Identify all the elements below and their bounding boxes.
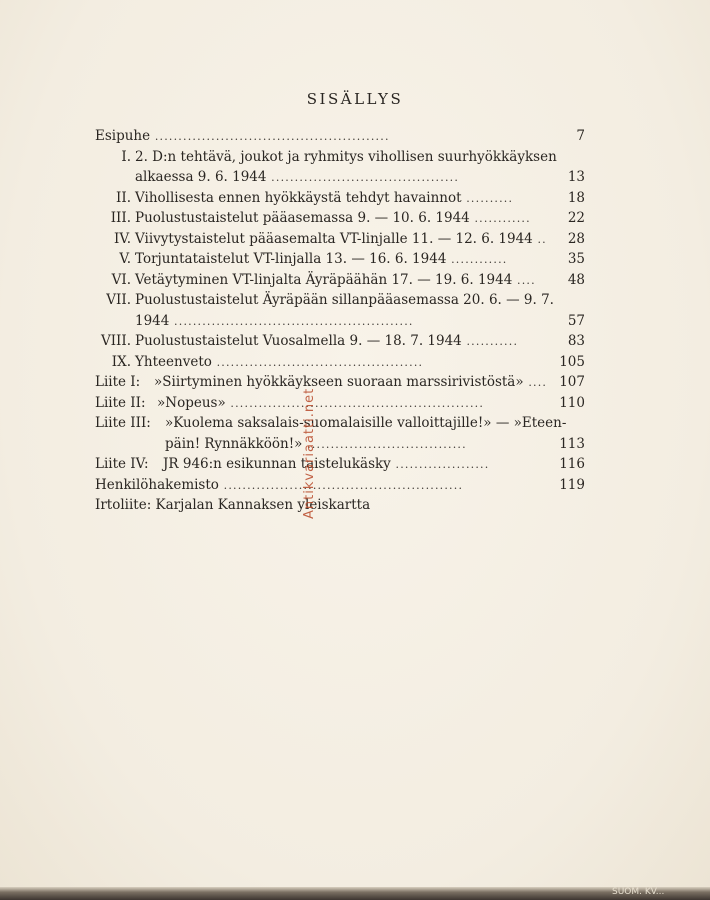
page-number: 35 bbox=[567, 251, 585, 267]
toc-entry-row bbox=[95, 208, 585, 229]
chapter-number: Liite III: bbox=[95, 415, 151, 431]
dot-leader: .................................................. bbox=[150, 130, 390, 143]
page-bottom-edge bbox=[0, 887, 710, 900]
toc-entry-row bbox=[95, 290, 585, 311]
chapter-title: JR 946:n esikunnan taistelukäsky .................... bbox=[163, 456, 490, 472]
page-number: 18 bbox=[567, 189, 585, 206]
chapter-number: I. bbox=[121, 148, 131, 165]
bottom-edge-text: SUOM. KV... bbox=[612, 887, 665, 897]
chapter-number: VI. bbox=[111, 271, 131, 288]
chapter-number: IX. bbox=[111, 353, 131, 370]
dot-leader: ........... bbox=[461, 335, 519, 348]
chapter-title: »Nopeus» ...................................................... bbox=[157, 394, 485, 411]
page-number: 57 bbox=[567, 312, 585, 329]
page-number: 113 bbox=[559, 435, 585, 452]
dot-leader: ................................................... bbox=[169, 314, 414, 328]
toc-entry-row bbox=[95, 188, 585, 209]
dot-leader: ............ bbox=[469, 212, 531, 225]
page-number: 83 bbox=[567, 333, 585, 349]
toc-entry-row bbox=[95, 331, 585, 352]
toc-entry-row bbox=[95, 126, 585, 147]
toc-entry-row bbox=[95, 167, 585, 188]
dot-leader: ........................................ bbox=[266, 171, 460, 184]
page-number: 28 bbox=[567, 230, 585, 247]
page-number: 116 bbox=[559, 456, 585, 472]
page-number: 13 bbox=[567, 169, 585, 185]
chapter-title: Esipuhe .................................................. bbox=[95, 128, 390, 144]
chapter-title: päin! Rynnäkköön!» .................................. bbox=[165, 435, 467, 452]
toc-entry-row bbox=[95, 413, 585, 434]
toc-entry-row bbox=[95, 352, 585, 373]
dot-leader: ................................................... bbox=[218, 478, 464, 492]
toc-entry-row bbox=[95, 311, 585, 332]
chapter-number: VIII. bbox=[100, 333, 131, 349]
chapter-title: Torjuntataistelut VT-linjalla 13. — 16. 6. 1944 ............ bbox=[135, 251, 508, 267]
toc-entry-row bbox=[95, 434, 585, 455]
chapter-title: 1944 ................................................... bbox=[135, 312, 414, 329]
chapter-number: VII. bbox=[106, 292, 131, 308]
chapter-title: Henkilöhakemisto ................................................... bbox=[95, 476, 464, 493]
chapter-title: Vetäytyminen VT-linjalta Äyräpäähän 17. — 19. 6. 1944 .... bbox=[135, 271, 536, 288]
toc-entry-row bbox=[95, 454, 585, 475]
chapter-number: Liite IV: bbox=[95, 456, 149, 472]
page-number: 107 bbox=[559, 374, 585, 390]
page-number: 119 bbox=[559, 476, 585, 493]
page-number: 7 bbox=[576, 128, 585, 144]
chapter-title: Puolustustaistelut Äyräpään sillanpääasemassa 20. 6. — 9. 7. bbox=[135, 292, 554, 308]
chapter-title: Viivytystaistelut pääasemalta VT-linjalle 11. — 12. 6. 1944 .. bbox=[135, 230, 547, 247]
page-number: 22 bbox=[567, 210, 585, 226]
chapter-number: Liite I: bbox=[95, 374, 141, 390]
toc-entry-row bbox=[95, 495, 585, 516]
chapter-title: Yhteenveto ............................................ bbox=[135, 353, 424, 370]
dot-leader: ............................................ bbox=[211, 355, 424, 369]
table-of-contents bbox=[95, 126, 585, 516]
chapter-number: III. bbox=[110, 210, 131, 226]
chapter-title: Puolustustaistelut pääasemassa 9. — 10. 6. 1944 ............ bbox=[135, 210, 531, 226]
page-number: 110 bbox=[559, 394, 585, 411]
chapter-title: Vihollisesta ennen hyökkäystä tehdyt havainnot .......... bbox=[135, 189, 514, 206]
dot-leader: .... bbox=[512, 273, 536, 287]
chapter-title: 2. D:n tehtävä, joukot ja ryhmitys vihollisen suurhyökkäyksen bbox=[135, 148, 557, 165]
toc-entry-row bbox=[95, 270, 585, 291]
chapter-title: »Siirtyminen hyökkäykseen suoraan marssirivistöstä» .... bbox=[154, 374, 548, 390]
chapter-number: V. bbox=[119, 251, 131, 267]
dot-leader: .................... bbox=[390, 458, 490, 471]
dot-leader: .... bbox=[523, 376, 548, 389]
dot-leader: ............ bbox=[446, 253, 508, 266]
page-number: 48 bbox=[567, 271, 585, 288]
watermark-stamp: Antikvariaatti.net bbox=[302, 387, 317, 519]
toc-entry-row bbox=[95, 147, 585, 168]
chapter-number: II. bbox=[116, 189, 131, 206]
chapter-number: IV. bbox=[113, 230, 131, 247]
page-title: SISÄLLYS bbox=[306, 90, 404, 108]
toc-entry-row bbox=[95, 249, 585, 270]
toc-entry-row bbox=[95, 229, 585, 250]
chapter-number: Liite II: bbox=[95, 394, 146, 411]
toc-entry-row bbox=[95, 372, 585, 393]
dot-leader: .................................. bbox=[302, 437, 467, 451]
toc-entry-row bbox=[95, 393, 585, 414]
dot-leader: .. bbox=[532, 232, 547, 246]
dot-leader: ...................................................... bbox=[225, 396, 485, 410]
toc-entry-row bbox=[95, 475, 585, 496]
chapter-title: alkaessa 9. 6. 1944 ........................................ bbox=[135, 169, 460, 185]
page-number: 105 bbox=[559, 353, 585, 370]
chapter-title: Irtoliite: Karjalan Kannaksen yleiskartta bbox=[95, 497, 371, 513]
chapter-title: Puolustustaistelut Vuosalmella 9. — 18. 7. 1944 ........... bbox=[135, 333, 519, 349]
chapter-title: »Kuolema saksalais-suomalaisille valloittajille!» — »Eteen- bbox=[165, 415, 567, 431]
dot-leader: .......... bbox=[461, 191, 514, 205]
